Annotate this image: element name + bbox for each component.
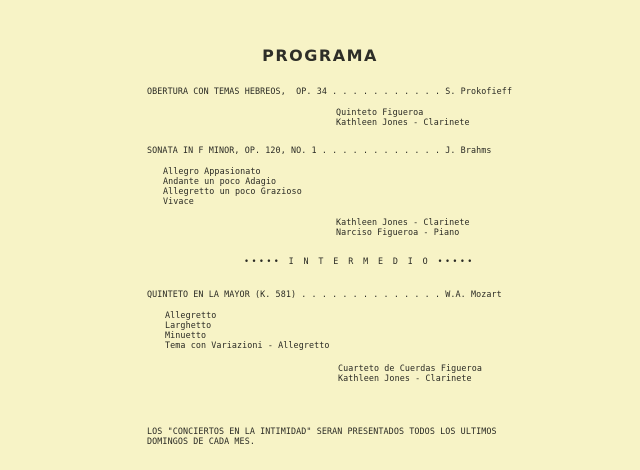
performer-line: Quinteto Figueroa (336, 107, 424, 117)
movement-line: Minuetto (165, 330, 207, 340)
movement-line: Allegro Appasionato (163, 166, 261, 176)
footer-note-line: LOS "CONCIERTOS EN LA INTIMIDAD" SERAN PRESENTADOS TODOS LOS ULTIMOS (147, 426, 497, 436)
movement-line: Andante un poco Adagio (163, 176, 277, 186)
performer-line: Kathleen Jones - Clarinete (336, 117, 470, 127)
footer-note-line: DOMINGOS DE CADA MES. (147, 436, 255, 446)
movement-line: Allegretto un poco Grazioso (163, 186, 302, 196)
intermission-label: ••••• I N T E R M E D I O ••••• (244, 256, 475, 266)
movement-line: Vivace (163, 196, 194, 206)
movement-line: Larghetto (165, 320, 212, 330)
movement-line: Allegretto (165, 310, 217, 320)
performer-line: Cuarteto de Cuerdas Figueroa (338, 363, 482, 373)
movement-line: Tema con Variazioni - Allegretto (165, 340, 330, 350)
piece-heading-prokofieff: OBERTURA CON TEMAS HEBREOS, OP. 34 . . . . . . . . . . . S. Prokofieff (147, 86, 513, 96)
piece-heading-mozart: QUINTETO EN LA MAYOR (K. 581) . . . . . . . . . . . . . . W.A. Mozart (147, 289, 502, 299)
performer-line: Kathleen Jones - Clarinete (336, 217, 470, 227)
program-title: PROGRAMA (262, 46, 378, 65)
performer-line: Narciso Figueroa - Piano (336, 227, 460, 237)
piece-heading-brahms: SONATA IN F MINOR, OP. 120, NO. 1 . . . . . . . . . . . . J. Brahms (147, 145, 492, 155)
performer-line: Kathleen Jones - Clarinete (338, 373, 472, 383)
